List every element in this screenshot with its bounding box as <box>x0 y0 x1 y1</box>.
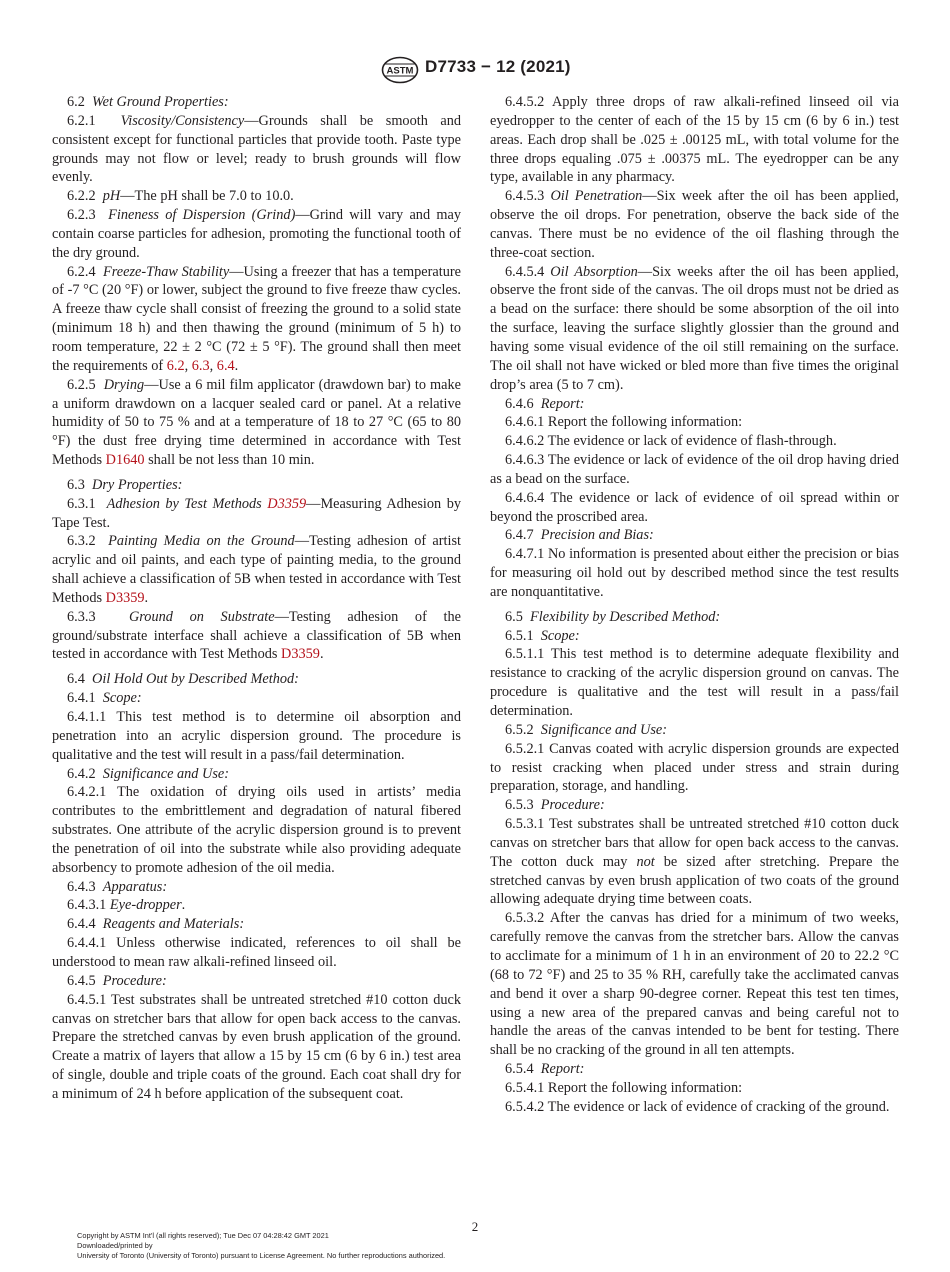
paragraph: 6.5.2 Significance and Use: <box>505 721 668 738</box>
paragraph: 6.5 Flexibility by Described Method: <box>505 608 721 625</box>
paragraph: 6.4.5.3 Oil Penetration—Six week after the oil has been applied, observe the oil drops. For penetration, observe the back side of the canvas. There must be no evidence of the oil flashing through the three-coat section. <box>490 188 900 261</box>
section-link[interactable]: 6.2 <box>166 357 185 374</box>
paragraph: 6.5.4.1 Report the following information: <box>505 1079 743 1096</box>
paragraph: 6.5.3.2 After the canvas has dried for a minimum of two weeks, carefully remove the canvas from the stretcher bars. Allow the canvas to acclimate for a minimum of 1 h in an environment of 20 to 22.2 °C (68 to 72 °F) and 25 to 35 % RH, carefully take the acclimated canvas and bend it over a sharp 90-degree corner. Repeat this test ten times, using a new area of the prepared canvas and being careful not to handle the areas of the canvas intended to be bent for testing. There shall be no cracking of the ground in all ten attempts. <box>490 910 899 1059</box>
document-designation: D7733 − 12 (2021) <box>425 57 571 76</box>
section-link[interactable]: 6.3 <box>191 357 210 374</box>
paragraph: 6.4.4.1 Unless otherwise indicated, references to oil shall be understood to mean raw alkali-refined linseed oil. <box>52 935 461 970</box>
paragraph: 6.3.3 Ground on Substrate—Testing adhesion of the ground/substrate interface shall achieve a classification of 5B when tested in accordance with Test Methods D3359. <box>52 608 461 663</box>
standard-link[interactable]: D3359 <box>105 589 145 606</box>
paragraph: 6.2.5 Drying—Use a 6 mil film applicator (drawdown bar) to make a uniform drawdown on a lacquer sealed card or panel. At a relative humidity of 50 to 75 % and at a temperature of 18 to 27 °C (65 to 80 °F) the dust free drying time determined in accordance with Test Methods D1640 shall be not less than 10 min. <box>52 376 461 469</box>
paragraph: 6.2.4 Freeze-Thaw Stability—Using a freezer that has a temperature of -7 °C (20 °F) or lower, subject the ground to five freeze thaw cycles. A freeze thaw cycle shall consist of freezing the ground to a solid state (minimum 18 h) and then thawing the ground (minimum of 5 h) to room temperature, 22 ± 2 °C (72 ± 5 °F). The ground shall then meet the requirements of 6.2, 6.3, 6.4. <box>52 263 461 374</box>
footer-line: University of Toronto (University of Toronto) pursuant to License Agreement. No further reproductions authorized. <box>77 1251 446 1260</box>
astm-logo-icon <box>381 56 419 84</box>
section-link[interactable]: 6.4 <box>216 357 235 374</box>
paragraph: 6.4 Oil Hold Out by Described Method: <box>67 671 299 688</box>
page-header <box>0 56 950 86</box>
paragraph: 6.4.3 Apparatus: <box>67 878 168 895</box>
paragraph: 6.4.5.4 Oil Absorption—Six weeks after the oil has been applied, observe the front side of the canvas. The oil drops must not be dried as a bead on the surface: there should be some absorption of the oil into the surface, leaving the surface slightly glossier than the ground and having some visual evidence of the oil still remaining on the surface. The oil shall not have wicked or bled more than five times the original drop’s area (5 to 7 cm). <box>490 263 899 393</box>
paragraph: 6.3.2 Painting Media on the Ground—Testing adhesion of artist acrylic and oil paints, and each type of painting media, to the ground shall achieve a classification of 5B when tested in accordance with Test Methods D3359. <box>52 533 462 606</box>
paragraph: 6.5.4 Report: <box>505 1061 585 1078</box>
footer-line: Copyright by ASTM Int'l (all rights reserved); Tue Dec 07 04:28:42 GMT 2021 <box>77 1231 329 1240</box>
paragraph: 6.4.7 Precision and Bias: <box>505 527 654 544</box>
paragraph: 6.2 Wet Ground Properties: <box>67 94 229 110</box>
paragraph: 6.2.1 Viscosity/Consistency—Grounds shall be smooth and consistent except for functional particles that provide tooth. Paste type grounds may not flow or level; ready to brush grounds will flow evenly. <box>52 112 461 186</box>
paragraph: 6.2.2 pH—The pH shall be 7.0 to 10.0. <box>67 188 294 205</box>
paragraph: 6.4.2 Significance and Use: <box>67 765 230 782</box>
paragraph: 6.5.2.1 Canvas coated with acrylic dispersion grounds are expected to resist cracking when placed under stress and strain during preparation, storage, and handling. <box>490 740 899 795</box>
paragraph: 6.3.1 Adhesion by Test Methods D3359—Measuring Adhesion by Tape Test. <box>52 495 461 531</box>
paragraph: 6.5.3.1 Test substrates shall be untreated stretched #10 cotton duck canvas on stretcher bars that allow for open back access to the canvas. The cotton duck may not be sized after stretching. Prepare the stretched canvas by even brush application of two coats of the ground allowing adequate drying time between coats. <box>490 816 899 908</box>
paragraph: 6.2.3 Fineness of Dispersion (Grind)—Grind will vary and may contain coarse particles for adhesion, promoting the functional tooth of the dry ground. <box>52 207 461 261</box>
paragraph: 6.4.6.4 The evidence or lack of evidence of oil spread within or beyond the proscribed area. <box>490 489 899 525</box>
paragraph: 6.4.6.1 Report the following information: <box>505 414 743 431</box>
copyright-footer <box>77 1231 445 1261</box>
right-column <box>490 93 899 1117</box>
paragraph: 6.5.4.2 The evidence or lack of evidence of cracking of the ground. <box>505 1098 890 1115</box>
paragraph: 6.4.2.1 The oxidation of drying oils used in artists’ media contributes to the embrittlement and degradation of natural fibered substrates. One attribute of the acrylic dispersion ground is to prevent the penetration of oil into the substrate while also providing adequate absorbency to promote adhesion of the oil media. <box>52 784 461 876</box>
paragraph: 6.4.5 Procedure: <box>67 972 167 989</box>
paragraph: 6.5.3 Procedure: <box>505 797 605 814</box>
paragraph: 6.4.6 Report: <box>505 395 585 412</box>
paragraph: 6.4.1 Scope: <box>67 690 142 707</box>
footer-line: Downloaded/printed by <box>77 1241 153 1250</box>
page-number: 2 <box>471 1219 479 1234</box>
paragraph: 6.4.4 Reagents and Materials: <box>67 916 245 933</box>
standard-link[interactable]: D3359 <box>267 495 307 512</box>
standard-link[interactable]: D1640 <box>105 452 145 469</box>
paragraph: 6.4.6.3 The evidence or lack of evidence of the oil drop having dried as a bead on the surface. <box>490 452 899 487</box>
paragraph: 6.4.3.1 Eye-dropper. <box>67 897 186 914</box>
paragraph: 6.4.6.2 The evidence or lack of evidence of flash-through. <box>505 433 837 450</box>
paragraph: 6.3 Dry Properties: <box>67 476 183 493</box>
left-column <box>52 93 461 1104</box>
paragraph: 6.4.7.1 No information is presented about either the precision or bias for measuring oil hold out by described method since the test results are nonquantitative. <box>490 546 900 600</box>
paragraph: 6.4.5.2 Apply three drops of raw alkali-refined linseed oil via eyedropper to the center of each of the 15 by 15 cm (6 by 6 in.) test areas. Each drop shall be .025 ± .00125 mL, with total volume for the three drops equaling .075 ± .00375 mL. The eyedropper can be any type, available in any pharmacy. <box>490 94 899 186</box>
paragraph: 6.5.1.1 This test method is to determine adequate flexibility and resistance to cracking of the acrylic dispersion ground on canvas. The procedure is qualitative and the test will result in a pass/fail determination. <box>490 646 899 719</box>
svg-text:ASTM: ASTM <box>386 65 414 77</box>
paragraph: 6.4.1.1 This test method is to determine oil absorption and penetration into an acrylic dispersion ground. The procedure is qualitative and the test will result in a pass/fail determination. <box>52 709 461 763</box>
standard-link[interactable]: D3359 <box>281 646 320 663</box>
paragraph: 6.4.5.1 Test substrates shall be untreated stretched #10 cotton duck canvas on stretcher bars that allow for open back access to the canvas. Prepare the stretched canvas by even brush application of the ground. Create a matrix of layers that allow a 15 by 15 cm (6 by 6 in.) test area of single, double and triple coats of the ground. Each coat shall dry for a minimum of 24 h before application of the subsequent coat. <box>52 991 461 1102</box>
paragraph: 6.5.1 Scope: <box>505 627 580 644</box>
